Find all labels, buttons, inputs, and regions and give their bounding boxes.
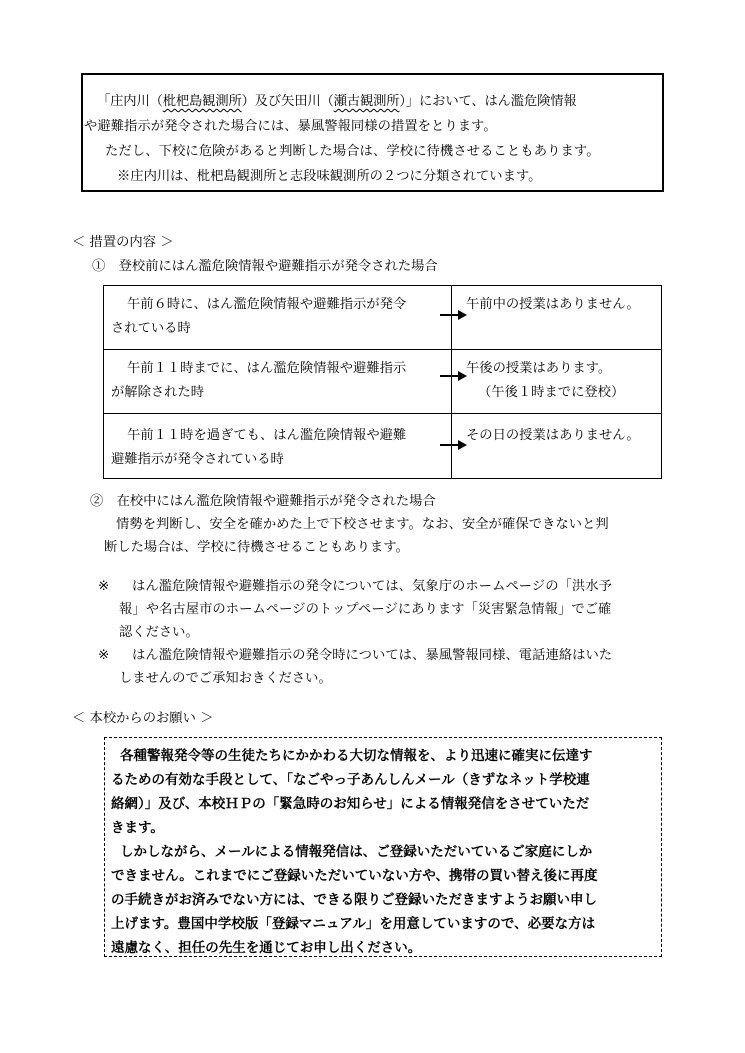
result-line: 午前中の授業はありません。 bbox=[466, 297, 640, 312]
notice-footnote: ※庄内川は、枇杷島観測所と志段味観測所の２つに分類されています。 bbox=[117, 169, 542, 184]
notice-text: 「庄内川（ bbox=[97, 94, 163, 109]
notice-line-1 bbox=[97, 95, 577, 108]
request-heading: ＜ 本校からのお願い ＞ bbox=[72, 711, 214, 726]
observatory-seko: 瀬古観測所 bbox=[333, 94, 400, 109]
case2-line: 情勢を判断し、安全を確かめた上で下校させます。なお、安全が確保できないと判 bbox=[116, 517, 609, 532]
note-line: しませんのでご承知おきください。 bbox=[119, 671, 332, 686]
condition-line: 午前６時に、はん濫危険情報や避難指示が発令 bbox=[127, 297, 407, 312]
case1-title: ① 登校前にはん濫危険情報や避難指示が発令された場合 bbox=[92, 259, 438, 274]
request-line: できません。これまでにご登録いただいていない方や、携帯の買い替え後に再度 bbox=[111, 868, 598, 884]
observatory-biwajima: 枇杷島観測所 bbox=[162, 94, 242, 109]
condition-line: されている時 bbox=[111, 321, 191, 336]
note-line: はん濫危険情報や避難指示の発令については、気象庁のホームページの「洪水予 bbox=[132, 579, 612, 594]
note-line: はん濫危険情報や避難指示の発令時については、暴風警報同様、電話連絡はいた bbox=[132, 648, 613, 663]
request-line: 上げます。豊国中学校版「登録マニュアル」を用意していますので、必要な方は bbox=[111, 916, 596, 932]
condition-line: 避難指示が発令されている時 bbox=[111, 452, 284, 467]
condition-line: 午前１１時までに、はん濫危険情報や避難指示 bbox=[127, 361, 407, 376]
request-line: 絡網）」及び、本校ＨＰの「緊急時のお知らせ」による情報発信をさせていただ bbox=[111, 796, 590, 812]
notice-line-3: ただし、下校に危険があると判断した場合は、学校に待機させることもあります。 bbox=[105, 144, 600, 159]
request-line: の手続きがお済みでない方には、できる限りご登録いただきますようお願い申し bbox=[111, 892, 597, 908]
arrow-right-icon bbox=[440, 439, 467, 451]
arrow-right-icon bbox=[440, 309, 467, 321]
note-line: 報」や名古屋市のホームページのトップページにあります「災害緊急情報」でご確 bbox=[119, 602, 612, 617]
measures-heading: ＜ 措置の内容 ＞ bbox=[72, 235, 174, 250]
note-line: 認ください。 bbox=[119, 625, 199, 640]
request-line: るための有効な手段として、「なごやっ子あんしんメール（きずなネット学校連 bbox=[111, 772, 590, 788]
condition-line: が解除された時 bbox=[111, 385, 205, 400]
table-divider bbox=[104, 349, 661, 350]
request-line: きます。 bbox=[111, 820, 164, 836]
notice-text: ）」において、はん濫危険情報 bbox=[399, 94, 577, 109]
result-line: （午後１時までに登校） bbox=[478, 385, 625, 400]
condition-line: 午前１１時を過ぎても、はん濫危険情報や避難 bbox=[127, 428, 407, 443]
case2-line: 断した場合は、学校に待機させることもあります。 bbox=[104, 540, 409, 555]
measures-table bbox=[103, 285, 662, 479]
arrow-right-icon bbox=[440, 370, 467, 382]
note-mark: ※ bbox=[98, 579, 110, 594]
result-line: その日の授業はありません。 bbox=[466, 428, 640, 443]
note-mark: ※ bbox=[98, 648, 110, 663]
notice-text: ）及び矢田川（ bbox=[241, 94, 334, 109]
notice-line-2: や避難指示が発令された場合には、暴風警報同様の措置をとります。 bbox=[84, 119, 497, 134]
request-line: しかしながら、メールによる情報発信は、ご登録いただいているご家庭にしか bbox=[120, 844, 593, 860]
table-divider bbox=[104, 413, 661, 414]
request-line: 遠慮なく、担任の先生を通じてお申し出ください。 bbox=[111, 940, 422, 956]
request-line: 各種警報発令等の生徒たちにかかわる大切な情報を、より迅速に確実に伝達す bbox=[120, 748, 593, 764]
result-line: 午後の授業はあります。 bbox=[466, 361, 612, 376]
case2-title: ② 在校中にはん濫危険情報や避難指示が発令された場合 bbox=[90, 494, 436, 509]
